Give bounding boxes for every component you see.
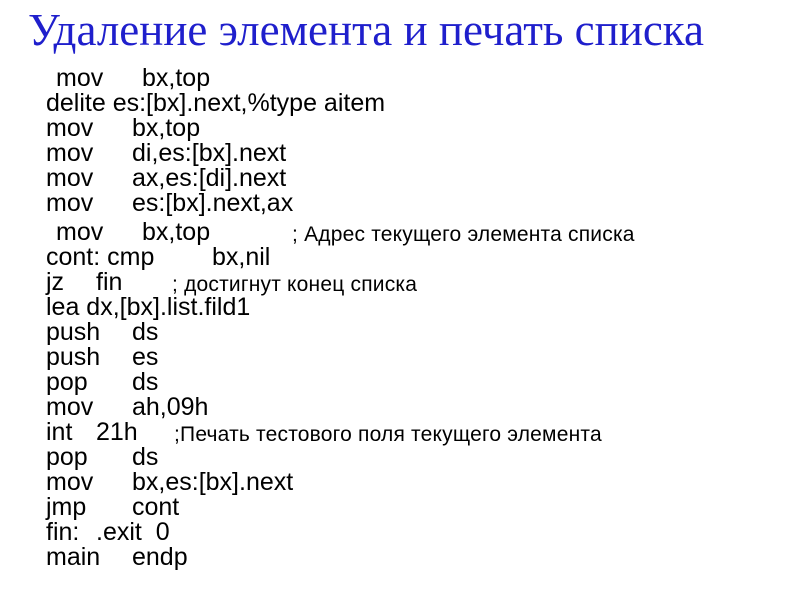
code-operand: di,es:[bx].next: [132, 139, 287, 167]
code-line: [46, 166, 385, 191]
code-comment: ; Адрес текущего элемента списка: [292, 223, 635, 246]
code-mnemonic: fin:: [46, 518, 80, 546]
slide-title: Удаление элемента и печать списка: [28, 5, 704, 55]
code-operand: ah,09h: [132, 393, 209, 421]
code-operand: ds: [132, 368, 159, 396]
code-mnemonic: main: [46, 543, 101, 571]
code-operand: es: [132, 343, 159, 371]
code-line: [46, 245, 385, 270]
code-operand: bx,top: [142, 218, 211, 246]
code-line: [46, 295, 385, 320]
code-mnemonic: mov: [56, 64, 104, 92]
code-mnemonic: push: [46, 343, 101, 371]
code-operand: bx,top: [142, 64, 211, 92]
code-mnemonic: mov: [46, 114, 94, 142]
code-line: [46, 320, 385, 345]
code-line: [46, 470, 385, 495]
code-listing: [46, 64, 635, 571]
code-line: [46, 268, 418, 296]
code-line: [46, 445, 385, 470]
code-operand: endp: [132, 543, 188, 571]
code-operand: fin: [96, 268, 123, 296]
code-mnemonic: pop: [46, 443, 88, 471]
code-operand: ds: [132, 318, 159, 346]
code-line: [46, 520, 385, 545]
code-statement: delite es:[bx].next,%type aitem: [46, 89, 386, 117]
code-operand: .exit 0: [96, 518, 170, 546]
code-operand: es:[bx].next,ax: [132, 189, 294, 217]
code-operand: cont: [132, 493, 180, 521]
code-line: [46, 495, 385, 520]
code-line: [46, 218, 635, 246]
code-mnemonic: jmp: [46, 493, 87, 521]
code-mnemonic: mov: [46, 393, 94, 421]
code-mnemonic: mov: [46, 164, 94, 192]
code-operand: ds: [132, 443, 159, 471]
code-line: [46, 66, 385, 91]
code-operand: bx,nil: [212, 243, 271, 271]
code-operand: bx,top: [132, 114, 201, 142]
code-mnemonic: mov: [46, 189, 94, 217]
code-line: [46, 370, 385, 395]
code-mnemonic: mov: [56, 218, 104, 246]
code-line: [46, 116, 385, 141]
code-mnemonic: push: [46, 318, 101, 346]
code-mnemonic: int: [46, 418, 73, 446]
code-line: [46, 418, 602, 446]
code-operand: bx,es:[bx].next: [132, 468, 294, 496]
code-mnemonic: cont: cmp: [46, 243, 155, 271]
code-statement: lea dx,[bx].list.fild1: [46, 293, 251, 321]
code-mnemonic: jz: [46, 268, 65, 296]
code-comment: ; достигнут конец списка: [172, 273, 418, 296]
code-line: [46, 191, 385, 216]
code-comment: ;Печать тестового поля текущего элемента: [174, 423, 602, 446]
code-line: [46, 545, 385, 570]
code-mnemonic: mov: [46, 468, 94, 496]
code-line: [46, 141, 385, 166]
code-operand: ax,es:[di].next: [132, 164, 287, 192]
code-mnemonic: mov: [46, 139, 94, 167]
code-mnemonic: pop: [46, 368, 88, 396]
code-line: [46, 345, 385, 370]
code-line: [46, 395, 385, 420]
code-line: [46, 91, 385, 116]
code-operand: 21h: [96, 418, 138, 446]
